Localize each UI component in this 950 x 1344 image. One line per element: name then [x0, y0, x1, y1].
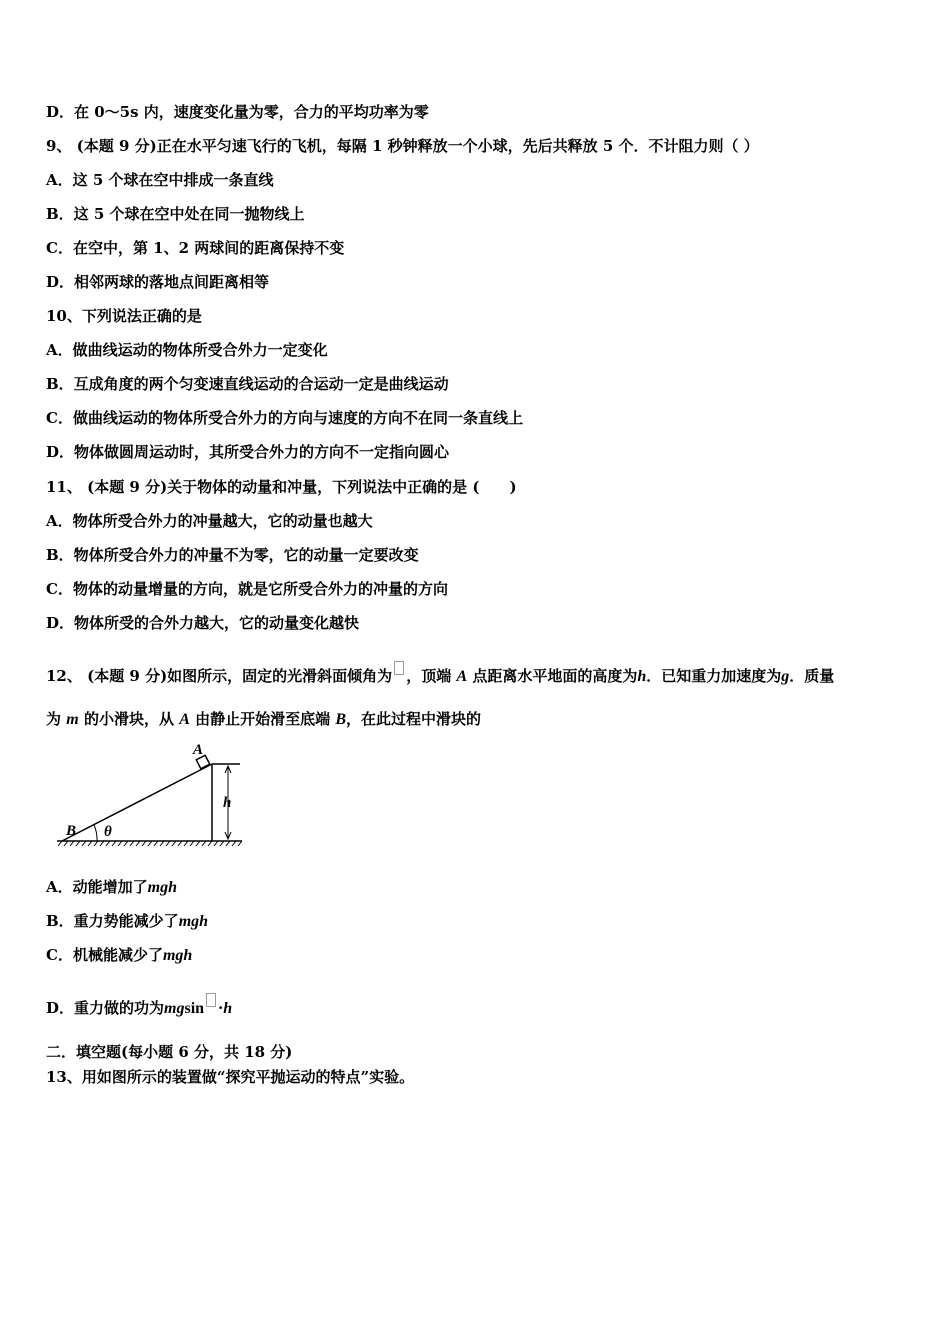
hatch-mark [106, 841, 110, 846]
text: ．质量 [789, 667, 835, 685]
hatch-mark [208, 841, 212, 846]
hatch-mark [220, 841, 224, 846]
ground-hatching [58, 841, 242, 846]
incline-line [62, 764, 212, 841]
missing-glyph-icon [206, 993, 216, 1007]
hatch-mark [190, 841, 194, 846]
q12-stem-line2 [46, 709, 481, 730]
label-theta: θ [104, 824, 112, 840]
hatch-mark [136, 841, 140, 846]
var: h [223, 1000, 233, 1017]
var: mg [164, 1000, 185, 1017]
angle-arc [94, 825, 97, 841]
hatch-mark [118, 841, 122, 846]
q8-option-d: D．在 0～5s 内，速度变化量为零，合力的平均功率为零 [46, 103, 429, 121]
q11-option-d: D．物体所受的合外力越大，它的动量变化越快 [46, 614, 360, 632]
q9-stem: 9、 (本题 9 分)正在水平匀速飞行的飞机，每隔 1 秒钟释放一个小球，先后共释放 5 个．不计阻力则（ ） [46, 137, 759, 155]
var: g [781, 668, 790, 685]
q9-option-b: B．这 5 个球在空中处在同一抛物线上 [46, 205, 305, 223]
q11-stem: 11、 (本题 9 分)关于物体的动量和冲量，下列说法中正确的是 ( ) [46, 478, 517, 496]
text: A．动能增加了 [46, 878, 148, 896]
hatch-mark [196, 841, 200, 846]
q9-option-d: D．相邻两球的落地点间距离相等 [46, 273, 270, 291]
hatch-mark [130, 841, 134, 846]
q11-option-c: C．物体的动量增量的方向，就是它所受合外力的冲量的方向 [46, 580, 448, 598]
var: mgh [147, 879, 177, 896]
hatch-mark [64, 841, 68, 846]
text: ，在此过程中滑块的 [346, 710, 482, 728]
text: ，顶端 [406, 667, 452, 685]
hatch-mark [154, 841, 158, 846]
hatch-mark [148, 841, 152, 846]
text: D．重力做的功为 [46, 999, 165, 1017]
q12-option-a [46, 877, 177, 898]
hatch-mark [238, 841, 242, 846]
q10-option-d: D．物体做圆周运动时，其所受合外力的方向不一定指向圆心 [46, 443, 450, 461]
hatch-mark [226, 841, 230, 846]
var: B [335, 711, 347, 728]
arrow-heads [225, 766, 231, 839]
q11-option-a: A．物体所受合外力的冲量越大，它的动量也越大 [46, 512, 373, 530]
q11-option-b: B．物体所受合外力的冲量不为零，它的动量一定要改变 [46, 546, 419, 564]
text: B．重力势能减少了 [46, 912, 179, 930]
q13-stem: 13、用如图所示的装置做“探究平抛运动的特点”实验。 [46, 1068, 415, 1086]
text: ．已知重力加速度为 [646, 667, 782, 685]
hatch-mark [94, 841, 98, 846]
hatch-mark [178, 841, 182, 846]
hatch-mark [124, 841, 128, 846]
text: 点距离水平地面的高度为 [472, 667, 638, 685]
label-h: h [223, 795, 232, 811]
var: A [179, 711, 190, 728]
var: m [66, 711, 79, 728]
var: mgh [178, 913, 209, 930]
hatch-mark [58, 841, 62, 846]
hatch-mark [76, 841, 80, 846]
text: 12、 (本题 9 分)如图所示，固定的光滑斜面倾角为 [46, 667, 393, 685]
q12-stem-line1 [46, 661, 834, 687]
hatch-mark [202, 841, 206, 846]
hatch-mark [88, 841, 92, 846]
hatch-mark [100, 841, 104, 846]
text: sin [184, 1000, 205, 1017]
q9-option-a: A．这 5 个球在空中排成一条直线 [46, 171, 274, 189]
q10-stem: 10、下列说法正确的是 [46, 307, 202, 325]
hatch-mark [70, 841, 74, 846]
q12-option-c [46, 945, 192, 966]
section-2-heading: 二．填空题(每小题 6 分，共 18 分) [46, 1043, 293, 1061]
var: mgh [162, 947, 193, 964]
text: C．机械能减少了 [46, 946, 163, 964]
hatch-mark [166, 841, 170, 846]
hatch-mark [214, 841, 218, 846]
hatch-mark [82, 841, 86, 846]
hatch-mark [160, 841, 164, 846]
var: A [456, 668, 468, 685]
var: h [637, 668, 647, 685]
q10-option-c: C．做曲线运动的物体所受合外力的方向与速度的方向不在同一条直线上 [46, 409, 523, 427]
q9-option-c: C．在空中，第 1、2 两球间的距离保持不变 [46, 239, 345, 257]
slider-block [196, 755, 209, 768]
q12-option-d [46, 993, 232, 1019]
q10-option-a: A．做曲线运动的物体所受合外力一定变化 [46, 341, 328, 359]
text: 为 [46, 710, 62, 728]
text: · [218, 999, 224, 1017]
hatch-mark [184, 841, 188, 846]
hatch-mark [172, 841, 176, 846]
label-b: B [66, 823, 77, 839]
q12-option-b [46, 911, 208, 932]
label-a: A [193, 742, 204, 758]
hatch-mark [142, 841, 146, 846]
hatch-mark [112, 841, 116, 846]
text: 的小滑块，从 [83, 710, 174, 728]
missing-glyph-icon [394, 661, 404, 675]
hatch-mark [232, 841, 236, 846]
text: 由静止开始滑至底端 [195, 710, 331, 728]
q10-option-b: B．互成角度的两个匀变速直线运动的合运动一定是曲线运动 [46, 375, 449, 393]
